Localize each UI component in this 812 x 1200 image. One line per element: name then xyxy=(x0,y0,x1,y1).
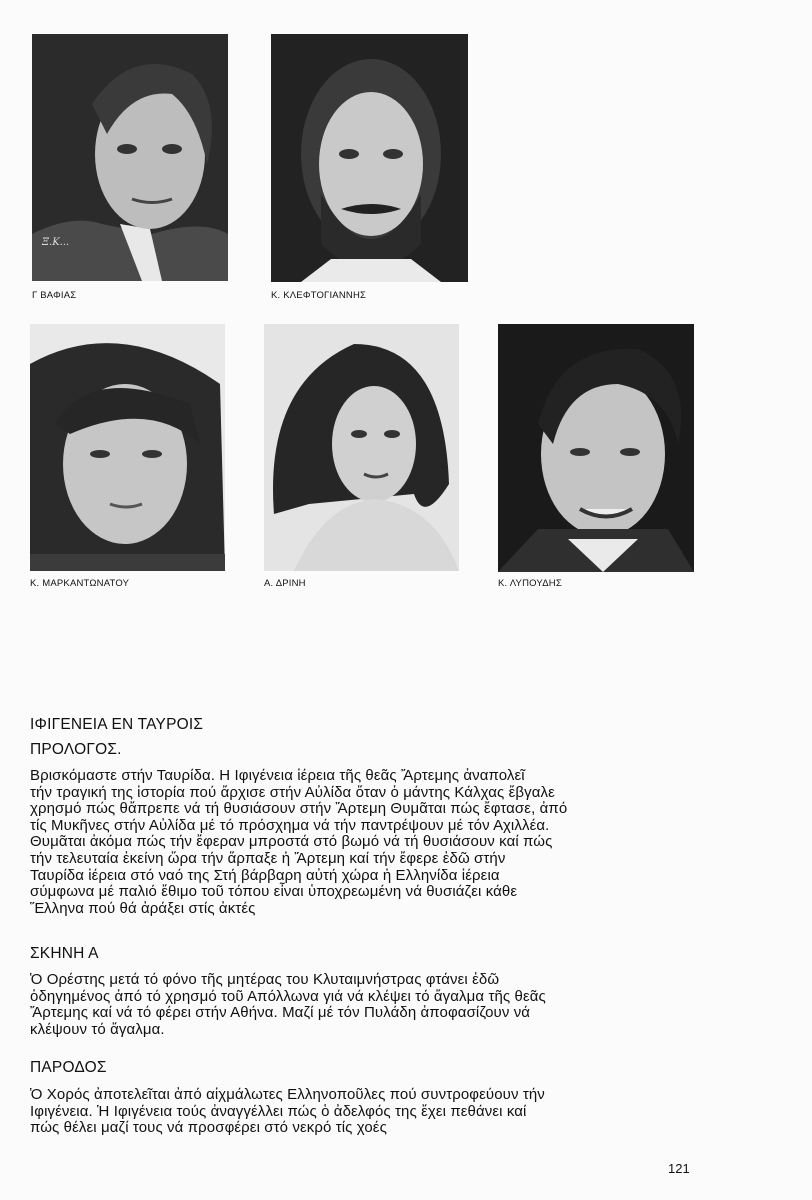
portrait-lypoudis-illustration xyxy=(498,324,694,572)
text-line: κλέψουν τό ἄγαλμα. xyxy=(30,1020,165,1038)
text-line: τήν τελευταία ἐκείνη ὥρα τήν ἅρπαξε ἡ Ἄρτεμη καί τήν ἔφερε ἐδῶ στήν xyxy=(30,849,506,867)
text-line: Ὁ Χορός ἀποτελεῖται ἀπό αἰχμάλωτες Ελληνοποῦλες πού συντροφεύουν τήν xyxy=(30,1086,545,1103)
portrait-photo-vafias xyxy=(32,34,228,281)
section-text-parodos xyxy=(30,1087,700,1137)
portrait-drini-illustration xyxy=(264,324,459,571)
portrait-photo-drini xyxy=(264,324,459,571)
text-line: ὁδηγημένος ἀπό τό χρησμό τοῦ Απόλλωνα γιά νά κλέψει τό ἄγαλμα τῆς θεᾶς xyxy=(30,987,546,1005)
section-text-scene-a xyxy=(30,972,700,1038)
page-number: 121 xyxy=(668,1161,690,1176)
portrait-kleftogiannis-illustration xyxy=(271,34,468,282)
play-title: ΙΦΙΓΕΝΕΙΑ ΕΝ ΤΑΥΡΟΙΣ xyxy=(30,716,204,733)
photo-caption-4: Α. ΔΡΙΝΗ xyxy=(264,578,306,589)
photographer-signature: Ξ.Κ... xyxy=(42,237,70,248)
text-line: Ταυρίδα ἱέρεια στό ναό της Στή βάρβαρη αὐτή χώρα ἡ Ελληνίδα ἱέρεια xyxy=(30,866,500,884)
photo-caption-5: Κ. ΛΥΠΟΥΔΗΣ xyxy=(498,578,562,589)
photo-caption-2: Κ. ΚΛΕΦΤΟΓΙΑΝΝΗΣ xyxy=(271,290,367,301)
text-line: χρησμό πώς θἄπρεπε νά τή θυσιάσουν στήν Ἄρτεμη Θυμᾶται πώς ἔφτασε, ἀπό xyxy=(30,800,568,818)
text-line: σύμφωνα μέ παλιό ἔθιμο τοῦ τόπου εἶναι ὑποχρεωμένη νά θυσιάζει κάθε xyxy=(30,883,518,901)
section-text-prologue xyxy=(30,768,700,917)
portrait-photo-kleftogiannis xyxy=(271,34,468,282)
portrait-photo-lypoudis xyxy=(498,324,694,572)
text-line: τήν τραγική της ἱστορία πού ἄρχισε στήν Αὐλίδα ὅταν ὁ μάντης Κάλχας ἔβγαλε xyxy=(30,783,555,801)
section-heading-parodos: ΠΑΡΟΔΟΣ xyxy=(30,1059,107,1076)
photo-caption-3: Κ. ΜΑΡΚΑΝΤΩΝΑΤΟΥ xyxy=(30,578,130,589)
section-heading-prologue: ΠΡΟΛΟΓΟΣ. xyxy=(30,741,122,758)
photo-caption-1: Γ ΒΑΦΙΑΣ xyxy=(32,290,77,301)
text-line: Ιφιγένεια. Ἡ Ιφιγένεια τούς ἀναγγέλλει πώς ὁ ἀδελφός της ἔχει πεθάνει καί xyxy=(30,1102,527,1120)
text-line: Ἄρτεμης καί νά τό φέρει στήν Αθήνα. Μαζί μέ τόν Πυλάδη ἀποφασίζουν νά xyxy=(30,1004,531,1022)
text-line: Ἕλληνα πού θά ἀράξει στίς ἀκτές xyxy=(30,899,256,917)
text-line: Θυμᾶται ἀκόμα πώς τήν ἔφεραν μπροστά στό βωμό νά τή θυσιάσουν καί πώς xyxy=(30,833,553,851)
text-line: Ὁ Ορέστης μετά τό φόνο τῆς μητέρας του Κλυταιμνήστρας φτάνει ἐδῶ xyxy=(30,971,500,988)
portrait-markantonatou-illustration xyxy=(30,324,225,571)
text-line: πώς θέλει μαζί τους νά προσφέρει στό νεκρό τίς χοές xyxy=(30,1119,387,1137)
text-line: Βρισκόμαστε στήν Ταυρίδα. Η Ιφιγένεια ἱέρεια τῆς θεᾶς Ἄρτεμης ἀναπολεῖ xyxy=(30,767,525,784)
section-heading-scene-a: ΣΚΗΝΗ Α xyxy=(30,945,99,962)
portrait-photo-markantonatou xyxy=(30,324,225,571)
text-line: τίς Μυκῆνες στήν Αὐλίδα μέ τό πρόσχημα νά τήν παντρέψουν μέ τόν Αχιλλέα. xyxy=(30,816,550,834)
